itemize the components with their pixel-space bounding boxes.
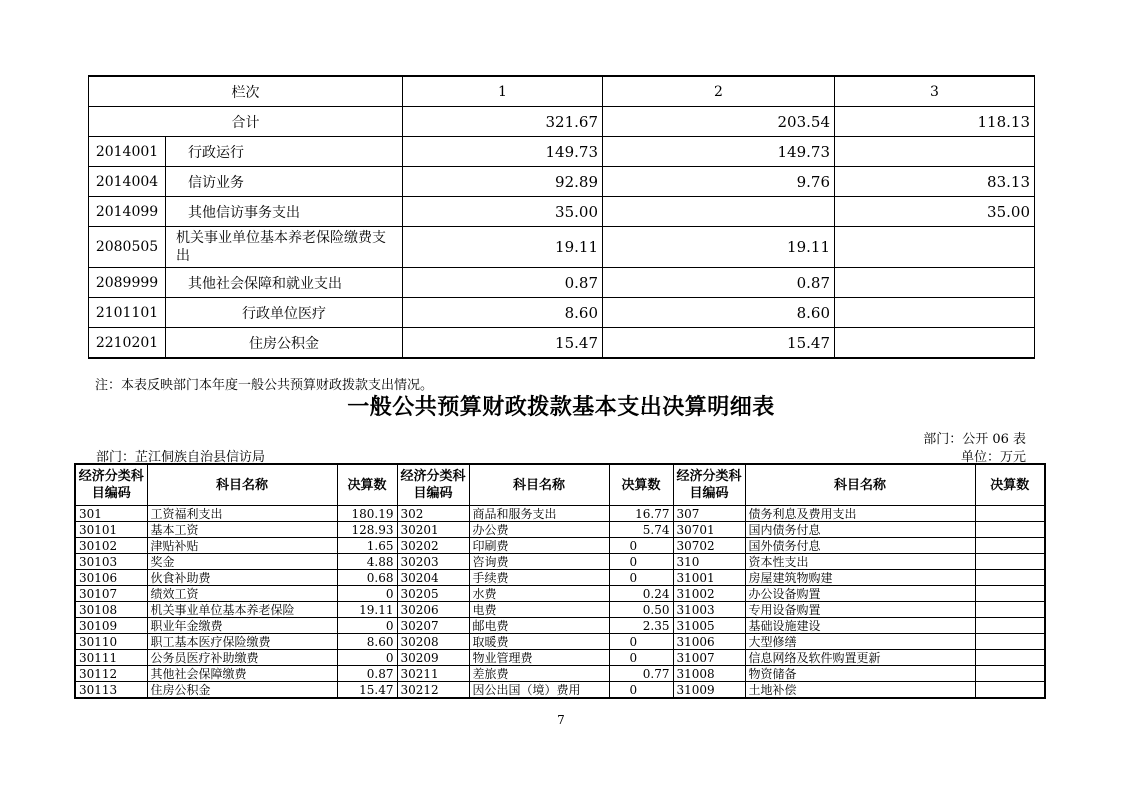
column-index-label: 栏次 — [89, 76, 403, 107]
amount-col3 — [835, 328, 1035, 359]
code-cell: 30209 — [397, 650, 469, 666]
appropriation-expense-table — [88, 75, 1035, 359]
name-cell: 办公费 — [469, 522, 609, 538]
amount-col3 — [835, 137, 1035, 167]
total-row — [89, 107, 1035, 137]
header-row — [75, 464, 1045, 506]
code-cell: 30108 — [75, 602, 147, 618]
name-cell: 信息网络及软件购置更新 — [745, 650, 975, 666]
header-code-1: 经济分类科目编码 — [75, 464, 147, 506]
code-cell: 30111 — [75, 650, 147, 666]
code-cell: 30205 — [397, 586, 469, 602]
amount-cell: 0.24 — [609, 586, 673, 602]
amount-cell: 5.74 — [609, 522, 673, 538]
subject-name: 其他社会保障和就业支出 — [166, 268, 403, 298]
amount-cell — [975, 506, 1045, 522]
amount-cell: 0 — [609, 682, 673, 699]
name-cell: 取暖费 — [469, 634, 609, 650]
code-cell: 30110 — [75, 634, 147, 650]
code-cell: 30112 — [75, 666, 147, 682]
name-cell: 因公出国（境）费用 — [469, 682, 609, 699]
amount-cell: 0.87 — [337, 666, 397, 682]
name-cell: 资本性支出 — [745, 554, 975, 570]
amount-cell — [975, 586, 1045, 602]
basic-expense-detail-table-body — [75, 506, 1045, 699]
amount-cell: 0 — [337, 650, 397, 666]
name-cell: 债务利息及费用支出 — [745, 506, 975, 522]
name-cell: 物资储备 — [745, 666, 975, 682]
name-cell: 邮电费 — [469, 618, 609, 634]
header-name-2: 科目名称 — [469, 464, 609, 506]
amount-cell — [975, 650, 1045, 666]
table-row — [75, 650, 1045, 666]
amount-cell: 0.50 — [609, 602, 673, 618]
table-code: 部门：公开 06 表 — [923, 432, 1026, 447]
table-row — [89, 137, 1035, 167]
amount-cell — [975, 634, 1045, 650]
name-cell: 职业年金缴费 — [147, 618, 337, 634]
name-cell: 电费 — [469, 602, 609, 618]
subject-code: 2014004 — [89, 167, 166, 197]
code-cell: 301 — [75, 506, 147, 522]
appropriation-expense-table-body — [89, 76, 1035, 358]
total-label: 合计 — [89, 107, 403, 137]
amount-cell: 15.47 — [337, 682, 397, 699]
basic-expense-detail-table — [74, 463, 1046, 699]
code-cell: 31001 — [673, 570, 745, 586]
name-cell: 职工基本医疗保险缴费 — [147, 634, 337, 650]
amount-col2 — [603, 197, 835, 227]
code-cell: 30211 — [397, 666, 469, 682]
amount-col1: 19.11 — [403, 227, 603, 268]
name-cell: 公务员医疗补助缴费 — [147, 650, 337, 666]
amount-col1: 0.87 — [403, 268, 603, 298]
header-code-3: 经济分类科目编码 — [673, 464, 745, 506]
amount-cell: 8.60 — [337, 634, 397, 650]
code-cell: 307 — [673, 506, 745, 522]
table-row — [89, 227, 1035, 268]
amount-cell: 0.77 — [609, 666, 673, 682]
amount-cell — [975, 570, 1045, 586]
amount-cell — [975, 522, 1045, 538]
table-note: 注：本表反映部门本年度一般公共预算财政拨款支出情况。 — [95, 378, 434, 393]
table-row — [75, 666, 1045, 682]
code-cell: 30208 — [397, 634, 469, 650]
header-code-2: 经济分类科目编码 — [397, 464, 469, 506]
amount-col3 — [835, 227, 1035, 268]
subject-name: 行政单位医疗 — [166, 298, 403, 328]
table-row — [75, 682, 1045, 699]
name-cell: 机关事业单位基本养老保险 — [147, 602, 337, 618]
column-index-3: 3 — [835, 76, 1035, 107]
code-cell: 31005 — [673, 618, 745, 634]
code-cell: 30203 — [397, 554, 469, 570]
total-col3: 118.13 — [835, 107, 1035, 137]
code-cell: 31006 — [673, 634, 745, 650]
name-cell: 国内债务付息 — [745, 522, 975, 538]
total-col1: 321.67 — [403, 107, 603, 137]
subject-name: 其他信访事务支出 — [166, 197, 403, 227]
amount-col2: 149.73 — [603, 137, 835, 167]
name-cell: 伙食补助费 — [147, 570, 337, 586]
name-cell: 基本工资 — [147, 522, 337, 538]
name-cell: 房屋建筑物购建 — [745, 570, 975, 586]
code-cell: 30212 — [397, 682, 469, 699]
table-row — [75, 522, 1045, 538]
amount-col1: 92.89 — [403, 167, 603, 197]
code-cell: 31008 — [673, 666, 745, 682]
name-cell: 差旅费 — [469, 666, 609, 682]
amount-cell — [975, 602, 1045, 618]
code-cell: 30701 — [673, 522, 745, 538]
amount-cell: 1.65 — [337, 538, 397, 554]
subject-code: 2014099 — [89, 197, 166, 227]
code-cell: 30204 — [397, 570, 469, 586]
subject-name: 机关事业单位基本养老保险缴费支出 — [166, 227, 403, 268]
code-cell: 30107 — [75, 586, 147, 602]
unit-label: 单位：万元 — [960, 450, 1026, 465]
name-cell: 手续费 — [469, 570, 609, 586]
subject-code: 2014001 — [89, 137, 166, 167]
table-row — [89, 298, 1035, 328]
amount-cell: 0 — [609, 538, 673, 554]
department-label: 部门：芷江侗族自治县信访局 — [96, 450, 266, 465]
amount-cell: 128.93 — [337, 522, 397, 538]
code-cell: 30103 — [75, 554, 147, 570]
name-cell: 专用设备购置 — [745, 602, 975, 618]
table-row — [89, 268, 1035, 298]
table-row — [75, 602, 1045, 618]
amount-cell: 16.77 — [609, 506, 673, 522]
subject-name: 信访业务 — [166, 167, 403, 197]
amount-cell: 0 — [609, 554, 673, 570]
name-cell: 印刷费 — [469, 538, 609, 554]
table-row — [75, 634, 1045, 650]
header-amount-2: 决算数 — [609, 464, 673, 506]
subject-code: 2210201 — [89, 328, 166, 359]
amount-cell: 180.19 — [337, 506, 397, 522]
table-row — [75, 538, 1045, 554]
amount-col3: 83.13 — [835, 167, 1035, 197]
amount-cell: 4.88 — [337, 554, 397, 570]
table-row — [75, 554, 1045, 570]
code-cell: 30102 — [75, 538, 147, 554]
amount-col2: 15.47 — [603, 328, 835, 359]
amount-cell: 0 — [337, 586, 397, 602]
code-cell: 30207 — [397, 618, 469, 634]
header-name-1: 科目名称 — [147, 464, 337, 506]
table-row — [75, 586, 1045, 602]
code-cell: 30206 — [397, 602, 469, 618]
page-number: 7 — [557, 713, 565, 727]
name-cell: 基础设施建设 — [745, 618, 975, 634]
amount-cell: 0.68 — [337, 570, 397, 586]
header-name-3: 科目名称 — [745, 464, 975, 506]
name-cell: 咨询费 — [469, 554, 609, 570]
amount-cell: 19.11 — [337, 602, 397, 618]
code-cell: 30106 — [75, 570, 147, 586]
amount-cell: 0 — [609, 650, 673, 666]
name-cell: 国外债务付息 — [745, 538, 975, 554]
amount-cell — [975, 554, 1045, 570]
amount-col3 — [835, 298, 1035, 328]
code-cell: 30101 — [75, 522, 147, 538]
column-index-1: 1 — [403, 76, 603, 107]
name-cell: 其他社会保障缴费 — [147, 666, 337, 682]
subject-code: 2089999 — [89, 268, 166, 298]
code-cell: 31007 — [673, 650, 745, 666]
code-cell: 302 — [397, 506, 469, 522]
code-cell: 30109 — [75, 618, 147, 634]
column-index-row — [89, 76, 1035, 107]
code-cell: 30202 — [397, 538, 469, 554]
amount-cell — [975, 618, 1045, 634]
amount-cell — [975, 682, 1045, 699]
subject-name: 行政运行 — [166, 137, 403, 167]
name-cell: 奖金 — [147, 554, 337, 570]
table-row — [89, 197, 1035, 227]
table-row — [75, 570, 1045, 586]
amount-col2: 19.11 — [603, 227, 835, 268]
name-cell: 津贴补贴 — [147, 538, 337, 554]
name-cell: 住房公积金 — [147, 682, 337, 699]
code-cell: 310 — [673, 554, 745, 570]
name-cell: 大型修缮 — [745, 634, 975, 650]
amount-col3 — [835, 268, 1035, 298]
table-row — [75, 506, 1045, 522]
name-cell: 工资福利支出 — [147, 506, 337, 522]
table-row — [89, 167, 1035, 197]
code-cell: 30113 — [75, 682, 147, 699]
subject-code: 2080505 — [89, 227, 166, 268]
table-row — [75, 618, 1045, 634]
code-cell: 30201 — [397, 522, 469, 538]
name-cell: 绩效工资 — [147, 586, 337, 602]
amount-cell: 0 — [609, 570, 673, 586]
name-cell: 水费 — [469, 586, 609, 602]
amount-col2: 0.87 — [603, 268, 835, 298]
amount-col2: 8.60 — [603, 298, 835, 328]
amount-col1: 35.00 — [403, 197, 603, 227]
code-cell: 31002 — [673, 586, 745, 602]
amount-cell: 0 — [609, 634, 673, 650]
amount-col1: 15.47 — [403, 328, 603, 359]
header-amount-1: 决算数 — [337, 464, 397, 506]
code-cell: 30702 — [673, 538, 745, 554]
table-row — [89, 328, 1035, 359]
amount-col2: 9.76 — [603, 167, 835, 197]
amount-cell — [975, 666, 1045, 682]
amount-cell — [975, 538, 1045, 554]
name-cell: 商品和服务支出 — [469, 506, 609, 522]
amount-cell: 2.35 — [609, 618, 673, 634]
name-cell: 物业管理费 — [469, 650, 609, 666]
amount-col1: 149.73 — [403, 137, 603, 167]
code-cell: 31009 — [673, 682, 745, 699]
amount-col3: 35.00 — [835, 197, 1035, 227]
subject-code: 2101101 — [89, 298, 166, 328]
column-index-2: 2 — [603, 76, 835, 107]
name-cell: 土地补偿 — [745, 682, 975, 699]
amount-cell: 0 — [337, 618, 397, 634]
header-amount-3: 决算数 — [975, 464, 1045, 506]
page-title: 一般公共预算财政拨款基本支出决算明细表 — [347, 395, 775, 420]
subject-name: 住房公积金 — [166, 328, 403, 359]
total-col2: 203.54 — [603, 107, 835, 137]
amount-col1: 8.60 — [403, 298, 603, 328]
code-cell: 31003 — [673, 602, 745, 618]
name-cell: 办公设备购置 — [745, 586, 975, 602]
